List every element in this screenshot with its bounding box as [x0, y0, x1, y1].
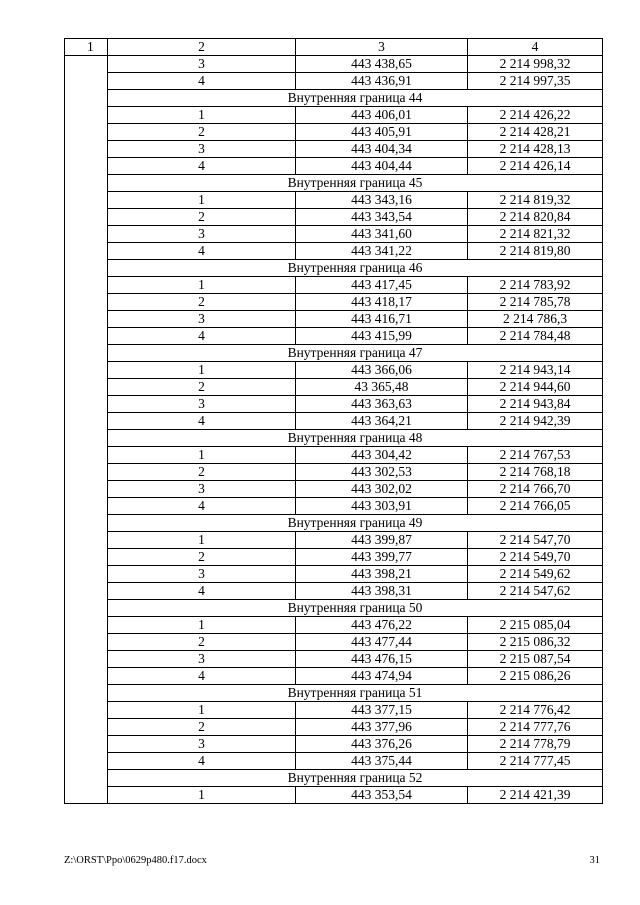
table-row	[65, 56, 603, 73]
coord-x: 443 399,77	[296, 549, 468, 566]
coord-x: 443 405,91	[296, 124, 468, 141]
coord-y: 2 214 778,79	[468, 736, 603, 753]
group-label: Внутренняя граница 49	[108, 515, 603, 532]
coord-y: 2 214 944,60	[468, 379, 603, 396]
point-number: 3	[108, 396, 296, 413]
point-number: 1	[108, 617, 296, 634]
group-label: Внутренняя граница 47	[108, 345, 603, 362]
file-path: Z:\ORST\Ppo\0629p480.f17.docx	[64, 855, 207, 866]
point-number: 3	[108, 311, 296, 328]
point-number: 4	[108, 243, 296, 260]
table-row	[65, 141, 603, 158]
group-row	[65, 515, 603, 532]
point-number: 4	[108, 498, 296, 515]
coord-y: 2 214 786,3	[468, 311, 603, 328]
table-row	[65, 719, 603, 736]
coord-y: 2 214 819,32	[468, 192, 603, 209]
point-number: 2	[108, 209, 296, 226]
coord-y: 2 214 943,84	[468, 396, 603, 413]
group-row	[65, 345, 603, 362]
table-row	[65, 413, 603, 430]
table-row	[65, 498, 603, 515]
coord-x: 443 375,44	[296, 753, 468, 770]
header-col-1: 1	[65, 39, 108, 56]
group-label: Внутренняя граница 44	[108, 90, 603, 107]
coord-y: 2 214 549,70	[468, 549, 603, 566]
table-row	[65, 481, 603, 498]
coord-x: 443 377,15	[296, 702, 468, 719]
table-row	[65, 583, 603, 600]
table-row	[65, 532, 603, 549]
table-row	[65, 651, 603, 668]
table-row	[65, 668, 603, 685]
coord-y: 2 215 087,54	[468, 651, 603, 668]
coord-x: 443 404,34	[296, 141, 468, 158]
coord-y: 2 214 821,32	[468, 226, 603, 243]
coord-x: 443 415,99	[296, 328, 468, 345]
coord-x: 443 341,60	[296, 226, 468, 243]
point-number: 4	[108, 328, 296, 345]
coord-y: 2 215 086,26	[468, 668, 603, 685]
coordinates-table	[64, 38, 603, 804]
coord-y: 2 214 549,62	[468, 566, 603, 583]
header-col-2: 2	[108, 39, 296, 56]
coord-x: 443 398,21	[296, 566, 468, 583]
coord-x: 443 353,54	[296, 787, 468, 804]
coord-x: 443 303,91	[296, 498, 468, 515]
point-number: 2	[108, 464, 296, 481]
table-row	[65, 549, 603, 566]
section-number-cell	[65, 56, 108, 804]
coord-x: 443 404,44	[296, 158, 468, 175]
table-row	[65, 787, 603, 804]
point-number: 3	[108, 226, 296, 243]
coord-y: 2 214 428,21	[468, 124, 603, 141]
group-label: Внутренняя граница 51	[108, 685, 603, 702]
table-row	[65, 736, 603, 753]
table-row	[65, 447, 603, 464]
coord-y: 2 214 768,18	[468, 464, 603, 481]
coord-y: 2 214 998,32	[468, 56, 603, 73]
group-row	[65, 685, 603, 702]
point-number: 3	[108, 566, 296, 583]
group-row	[65, 90, 603, 107]
point-number: 2	[108, 379, 296, 396]
coord-x: 443 343,16	[296, 192, 468, 209]
coord-x: 443 476,15	[296, 651, 468, 668]
group-row	[65, 260, 603, 277]
point-number: 3	[108, 651, 296, 668]
coord-x: 443 406,01	[296, 107, 468, 124]
table-row	[65, 464, 603, 481]
coord-y: 2 214 777,76	[468, 719, 603, 736]
coord-y: 2 214 426,14	[468, 158, 603, 175]
table-row	[65, 158, 603, 175]
coord-y: 2 214 766,70	[468, 481, 603, 498]
table-row	[65, 379, 603, 396]
group-row	[65, 175, 603, 192]
coord-y: 2 214 547,62	[468, 583, 603, 600]
point-number: 1	[108, 787, 296, 804]
table-row	[65, 311, 603, 328]
coord-x: 443 363,63	[296, 396, 468, 413]
group-row	[65, 600, 603, 617]
coord-x: 443 474,94	[296, 668, 468, 685]
coord-x: 43 365,48	[296, 379, 468, 396]
table-row	[65, 73, 603, 90]
coord-x: 443 364,21	[296, 413, 468, 430]
coord-x: 443 398,31	[296, 583, 468, 600]
coord-x: 443 366,06	[296, 362, 468, 379]
table-row	[65, 124, 603, 141]
coord-y: 2 214 777,45	[468, 753, 603, 770]
coord-x: 443 302,53	[296, 464, 468, 481]
coord-y: 2 214 785,78	[468, 294, 603, 311]
table-row	[65, 209, 603, 226]
coord-x: 443 304,42	[296, 447, 468, 464]
table-row	[65, 617, 603, 634]
coord-y: 2 214 783,92	[468, 277, 603, 294]
table-row	[65, 362, 603, 379]
coord-x: 443 341,22	[296, 243, 468, 260]
group-label: Внутренняя граница 46	[108, 260, 603, 277]
point-number: 1	[108, 532, 296, 549]
point-number: 1	[108, 447, 296, 464]
point-number: 1	[108, 702, 296, 719]
coord-y: 2 214 766,05	[468, 498, 603, 515]
group-label: Внутренняя граница 52	[108, 770, 603, 787]
coord-x: 443 302,02	[296, 481, 468, 498]
point-number: 2	[108, 124, 296, 141]
coord-x: 443 477,44	[296, 634, 468, 651]
table-row	[65, 396, 603, 413]
point-number: 4	[108, 413, 296, 430]
table-body	[65, 56, 603, 804]
coord-y: 2 214 776,42	[468, 702, 603, 719]
point-number: 4	[108, 158, 296, 175]
coord-y: 2 214 820,84	[468, 209, 603, 226]
point-number: 4	[108, 668, 296, 685]
point-number: 3	[108, 56, 296, 73]
page-number: 31	[589, 855, 600, 866]
point-number: 2	[108, 294, 296, 311]
group-row	[65, 770, 603, 787]
coord-x: 443 476,22	[296, 617, 468, 634]
coord-y: 2 214 428,13	[468, 141, 603, 158]
coord-y: 2 215 085,04	[468, 617, 603, 634]
group-label: Внутренняя граница 48	[108, 430, 603, 447]
table-row	[65, 226, 603, 243]
coord-x: 443 418,17	[296, 294, 468, 311]
point-number: 1	[108, 107, 296, 124]
point-number: 1	[108, 277, 296, 294]
coord-y: 2 214 997,35	[468, 73, 603, 90]
coord-y: 2 214 943,14	[468, 362, 603, 379]
point-number: 4	[108, 73, 296, 90]
header-col-3: 3	[296, 39, 468, 56]
point-number: 3	[108, 736, 296, 753]
point-number: 1	[108, 192, 296, 209]
coord-y: 2 214 767,53	[468, 447, 603, 464]
table-row	[65, 243, 603, 260]
point-number: 4	[108, 753, 296, 770]
table-row	[65, 634, 603, 651]
table-row	[65, 566, 603, 583]
table-row	[65, 702, 603, 719]
group-row	[65, 430, 603, 447]
coord-x: 443 416,71	[296, 311, 468, 328]
coord-y: 2 215 086,32	[468, 634, 603, 651]
coord-y: 2 214 426,22	[468, 107, 603, 124]
table-row	[65, 328, 603, 345]
point-number: 2	[108, 634, 296, 651]
table-row	[65, 107, 603, 124]
coord-x: 443 436,91	[296, 73, 468, 90]
point-number: 2	[108, 719, 296, 736]
coord-x: 443 399,87	[296, 532, 468, 549]
coord-x: 443 417,45	[296, 277, 468, 294]
coord-y: 2 214 547,70	[468, 532, 603, 549]
point-number: 1	[108, 362, 296, 379]
coord-y: 2 214 421,39	[468, 787, 603, 804]
coord-x: 443 377,96	[296, 719, 468, 736]
coord-x: 443 343,54	[296, 209, 468, 226]
point-number: 4	[108, 583, 296, 600]
table-row	[65, 294, 603, 311]
point-number: 3	[108, 141, 296, 158]
table-row	[65, 753, 603, 770]
coord-y: 2 214 819,80	[468, 243, 603, 260]
point-number: 2	[108, 549, 296, 566]
header-col-4: 4	[468, 39, 603, 56]
group-label: Внутренняя граница 50	[108, 600, 603, 617]
coord-x: 443 376,26	[296, 736, 468, 753]
point-number: 3	[108, 481, 296, 498]
table-row	[65, 277, 603, 294]
coord-y: 2 214 942,39	[468, 413, 603, 430]
coord-x: 443 438,65	[296, 56, 468, 73]
table-row	[65, 192, 603, 209]
table-header-row	[65, 39, 603, 56]
group-label: Внутренняя граница 45	[108, 175, 603, 192]
coord-y: 2 214 784,48	[468, 328, 603, 345]
